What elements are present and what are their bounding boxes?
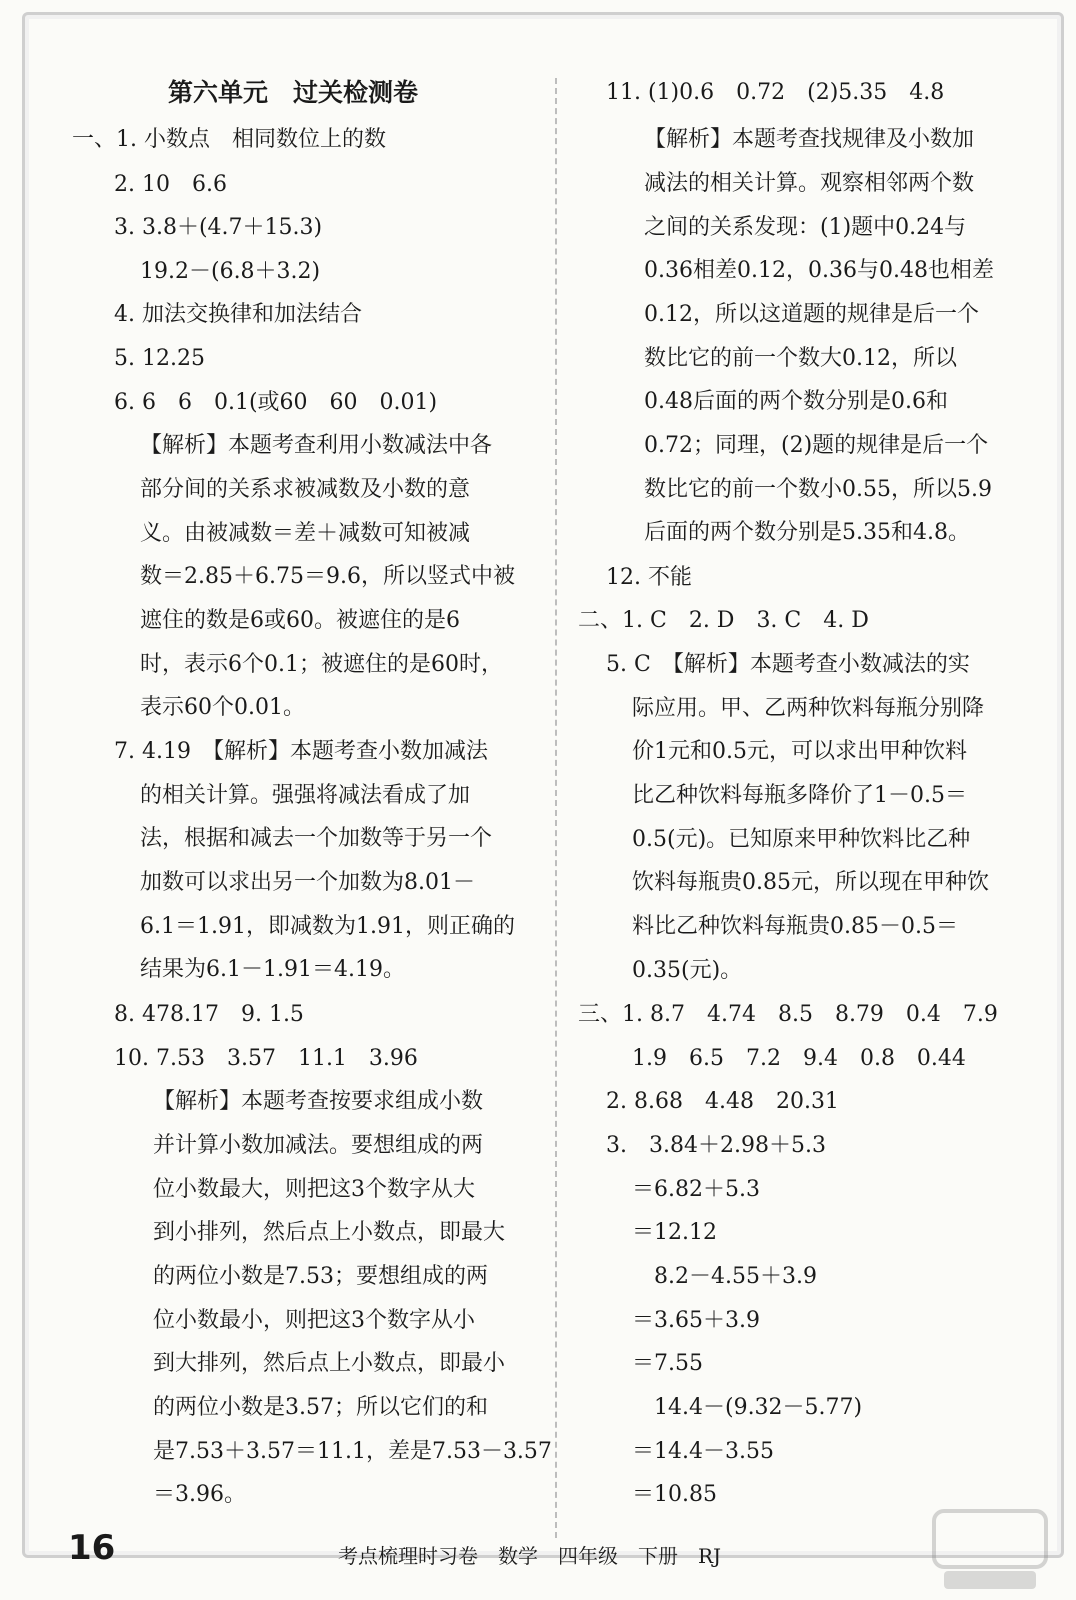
right-answer-line: 之间的关系发现：(1)题中0.24与 (644, 215, 967, 240)
right-answer-line: 数比它的前一个数小0.55，所以5.9 (644, 477, 992, 502)
right-answer-line: 0.36相差0.12，0.36与0.48也相差 (644, 258, 994, 283)
right-answer-line: ＝10.85 (632, 1482, 717, 1507)
left-answer-line: 法，根据和减去一个加数等于另一个 (140, 826, 493, 851)
left-answer-line: 6. 6 6 0.1(或60 60 0.01) (114, 390, 438, 415)
right-answer-line: 二、1. C 2. D 3. C 4. D (578, 608, 869, 633)
page-number: 16 (68, 1528, 116, 1568)
left-answer-line: 的两位小数是7.53；要想组成的两 (153, 1264, 488, 1289)
right-answer-line: ＝6.82＋5.3 (632, 1177, 760, 1202)
watermark-logo-icon (930, 1505, 1050, 1595)
left-answer-line: 4. 加法交换律和加法结合 (114, 302, 362, 327)
left-answer-line: 8. 478.17 9. 1.5 (114, 1002, 304, 1027)
right-answer-line: ＝7.55 (632, 1351, 703, 1376)
right-answer-line: 料比乙种饮料每瓶贵0.85－0.5＝ (632, 914, 958, 939)
left-answer-line: 到大排列，然后点上小数点，即最小 (153, 1351, 506, 1376)
right-answer-line: 0.35(元)。 (632, 958, 743, 983)
right-answer-line: 际应用。甲、乙两种饮料每瓶分别降 (632, 696, 985, 721)
right-answer-line: 【解析】本题考查找规律及小数加 (644, 127, 975, 152)
left-answer-line: 5. 12.25 (114, 346, 205, 371)
right-answer-line: 3. 3.84＋2.98＋5.3 (606, 1133, 826, 1158)
right-answer-line: 0.5(元)。已知原来甲种饮料比乙种 (632, 827, 971, 852)
right-answer-line: 后面的两个数分别是5.35和4.8。 (644, 520, 970, 545)
footer-book-info: 考点梳理时习卷 数学 四年级 下册 RJ (338, 1544, 722, 1568)
left-answer-line: 6.1＝1.91，即减数为1.91，则正确的 (140, 914, 515, 939)
page-title: 第六单元 过关检测卷 (168, 78, 419, 107)
left-answer-line: 并计算小数加减法。要想组成的两 (153, 1133, 484, 1158)
right-answer-line: 0.12，所以这道题的规律是后一个 (644, 302, 979, 327)
right-answer-line: 11. (1)0.6 0.72 (2)5.35 4.8 (606, 80, 945, 105)
right-answer-line: 三、1. 8.7 4.74 8.5 8.79 0.4 7.9 (578, 1002, 998, 1027)
right-answer-line: 12. 不能 (606, 565, 692, 590)
left-answer-line: 位小数最大，则把这3个数字从大 (153, 1177, 475, 1202)
left-answer-line: 3. 3.8＋(4.7＋15.3) (114, 215, 323, 240)
right-answer-line: 8.2－4.55＋3.9 (654, 1264, 817, 1289)
right-answer-line: 饮料每瓶贵0.85元，所以现在甲种饮 (632, 870, 989, 895)
left-answer-line: 【解析】本题考查按要求组成小数 (153, 1089, 484, 1114)
right-answer-line: 减法的相关计算。观察相邻两个数 (644, 171, 975, 196)
right-answer-line: 价1元和0.5元，可以求出甲种饮料 (632, 739, 967, 764)
left-answer-line: 【解析】本题考查利用小数减法中各 (140, 433, 493, 458)
left-answer-line: 7. 4.19 【解析】本题考查小数加减法 (114, 739, 488, 764)
left-answer-line: 的两位小数是3.57；所以它们的和 (153, 1395, 488, 1420)
column-divider (555, 78, 557, 1538)
left-answer-line: 到小排列，然后点上小数点，即最大 (153, 1220, 506, 1245)
right-answer-line: 5. C 【解析】本题考查小数减法的实 (606, 652, 970, 677)
left-answer-line: 时，表示6个0.1；被遮住的是60时， (140, 652, 503, 677)
left-answer-line: 表示60个0.01。 (140, 695, 305, 720)
left-answer-line: 数＝2.85＋6.75＝9.6，所以竖式中被 (140, 564, 515, 589)
left-answer-line: 结果为6.1－1.91＝4.19。 (140, 957, 405, 982)
right-answer-line: 比乙种饮料每瓶多降价了1－0.5＝ (632, 783, 967, 808)
right-answer-line: 0.72；同理，(2)题的规律是后一个 (644, 433, 989, 458)
left-answer-line: 部分间的关系求被减数及小数的意 (140, 477, 471, 502)
right-answer-line: 数比它的前一个数大0.12，所以 (644, 346, 957, 371)
right-answer-line: ＝12.12 (632, 1220, 717, 1245)
right-answer-line: 2. 8.68 4.48 20.31 (606, 1089, 839, 1114)
left-answer-line: 加数可以求出另一个加数为8.01－ (140, 870, 475, 895)
left-answer-line: 遮住的数是6或60。被遮住的是6 (140, 608, 460, 633)
left-answer-line: 一、1. 小数点 相同数位上的数 (72, 127, 386, 152)
left-answer-line: 义。由被减数＝差＋减数可知被减 (140, 521, 471, 546)
right-answer-line: ＝14.4－3.55 (632, 1439, 774, 1464)
right-answer-line: 0.48后面的两个数分别是0.6和 (644, 389, 948, 414)
left-answer-line: 是7.53＋3.57＝11.1，差是7.53－3.57 (153, 1439, 552, 1464)
left-answer-line: 19.2－(6.8＋3.2) (140, 259, 321, 284)
left-answer-line: 2. 10 6.6 (114, 172, 227, 197)
right-answer-line: 1.9 6.5 7.2 9.4 0.8 0.44 (632, 1046, 966, 1071)
left-answer-line: 位小数最小，则把这3个数字从小 (153, 1308, 475, 1333)
left-answer-line: 10. 7.53 3.57 11.1 3.96 (114, 1046, 418, 1071)
left-answer-line: ＝3.96。 (153, 1482, 246, 1507)
right-answer-line: 14.4－(9.32－5.77) (654, 1395, 863, 1420)
left-answer-line: 的相关计算。强强将减法看成了加 (140, 783, 471, 808)
right-answer-line: ＝3.65＋3.9 (632, 1308, 760, 1333)
